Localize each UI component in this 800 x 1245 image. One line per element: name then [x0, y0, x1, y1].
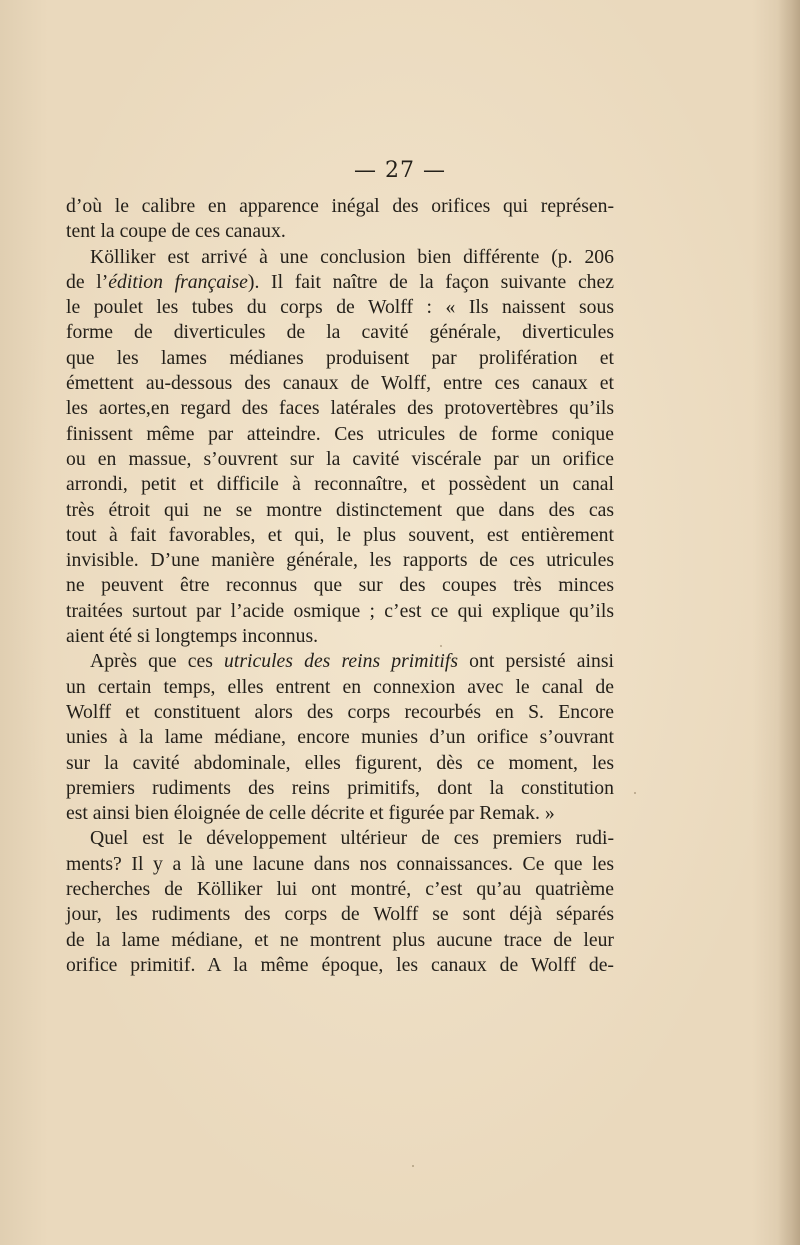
- paper-speck: [412, 1165, 414, 1167]
- text-line: le poulet les tubes du corps de Wolff : « Ils naissent sous: [66, 296, 614, 319]
- text-line: ments? Il y a là une lacune dans nos connaissances. Ce que les: [66, 852, 614, 875]
- text-line: forme de diverticules de la cavité générale, diverticules: [66, 321, 614, 344]
- text-line: Kölliker est arrivé à une conclusion bien différente (p. 206: [90, 245, 614, 268]
- text-line: émettent au-dessous des canaux de Wolff, entre ces canaux et: [66, 372, 614, 395]
- text-fragment: de l’: [66, 270, 109, 293]
- text-line: un certain temps, elles entrent en connexion avec le canal de: [66, 675, 614, 698]
- text-line: ou en massue, s’ouvrent sur la cavité viscérale par un orifice: [66, 447, 614, 470]
- page-edge-shadow: [778, 0, 800, 1245]
- text-line: recherches de Kölliker lui ont montré, c’est qu’au quatrième: [66, 878, 614, 901]
- text-fragment: Après que ces: [90, 650, 225, 673]
- text-line: invisible. D’une manière générale, les rapports de ces utricules: [66, 549, 614, 572]
- text-line: aient été si longtemps inconnus.: [66, 625, 319, 648]
- text-line: traitées surtout par l’acide osmique ; c’est ce qui explique qu’ils: [66, 599, 614, 622]
- text-line: tout à fait favorables, et qui, le plus souvent, est entièrement: [66, 523, 614, 546]
- text-line: que les lames médianes produisent par prolifération et: [66, 346, 614, 369]
- italic-text: édition française: [108, 270, 248, 293]
- body-text: [66, 194, 614, 978]
- text-line: finissent même par atteindre. Ces utricules de forme conique: [66, 422, 614, 445]
- paper-speck: [634, 792, 636, 794]
- text-line: jour, les rudiments des corps de Wolff se sont déjà séparés: [66, 903, 614, 926]
- text-line: [66, 270, 614, 295]
- text-line: Wolff et constituent alors des corps recourbés en S. Encore: [66, 700, 614, 723]
- text-line: les aortes,en regard des faces latérales des protovertèbres qu’ils: [66, 397, 614, 420]
- text-line: unies à la lame médiane, encore munies d’un orifice s’ouvrant: [66, 726, 614, 749]
- italic-text: utricules des reins primitifs: [224, 650, 459, 673]
- text-line: d’où le calibre en apparence inégal des orifices qui représen-: [66, 195, 614, 217]
- text-line: ne peuvent être reconnus que sur des coupes très minces: [66, 574, 614, 597]
- text-line: est ainsi bien éloignée de celle décrite et figurée par Remak. »: [66, 802, 555, 825]
- text-line: très étroit qui ne se montre distinctement que dans des cas: [66, 498, 614, 521]
- text-line: tent la coupe de ces canaux.: [66, 220, 286, 243]
- text-fragment: ont persisté ainsi: [458, 650, 614, 673]
- text-line: orifice primitif. A la même époque, les canaux de Wolff de-: [66, 953, 614, 976]
- text-line: de la lame médiane, et ne montrent plus aucune trace de leur: [66, 928, 614, 951]
- text-line: [66, 649, 614, 674]
- text-line: premiers rudiments des reins primitifs, dont la constitution: [66, 776, 614, 799]
- text-fragment: ). Il fait naître de la façon suivante chez: [247, 270, 615, 293]
- page-number: — 27 —: [354, 158, 446, 183]
- text-line: Quel est le développement ultérieur de ces premiers rudi-: [90, 827, 614, 850]
- text-line: arrondi, petit et difficile à reconnaître, et possèdent un canal: [66, 473, 614, 496]
- paper-speck: [440, 645, 442, 647]
- text-line: sur la cavité abdominale, elles figurent, dès ce moment, les: [66, 751, 614, 774]
